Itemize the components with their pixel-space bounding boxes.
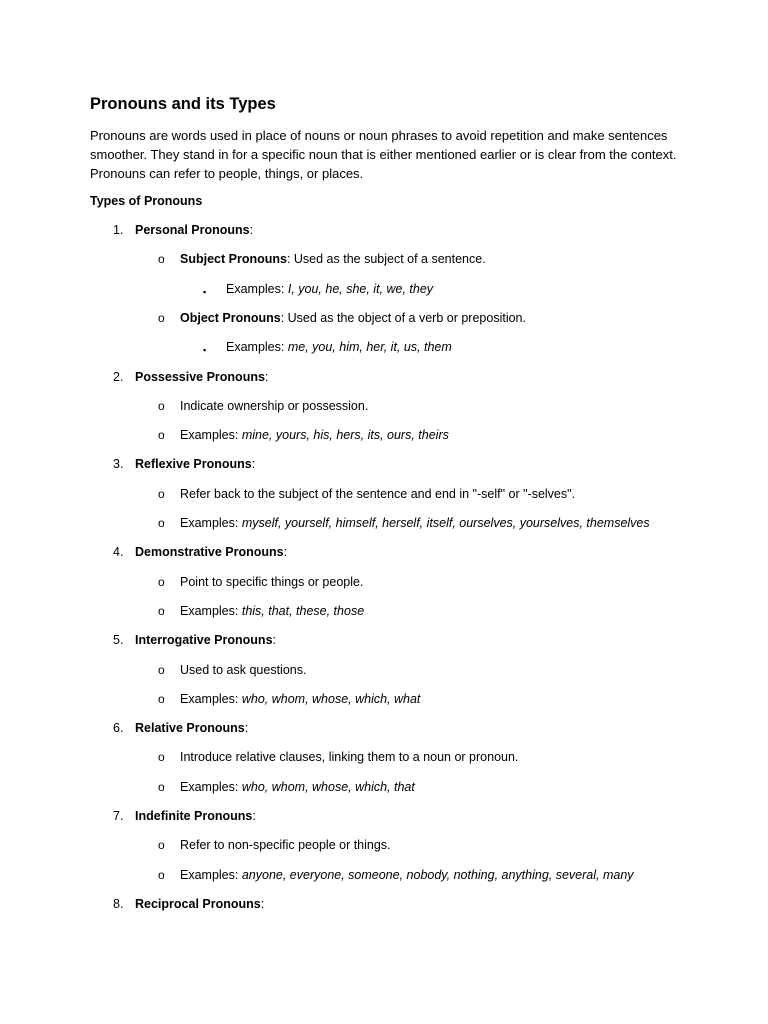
- circle-bullet-icon: o: [158, 428, 165, 443]
- examples-list: me, you, him, her, it, us, them: [287, 340, 452, 355]
- list-number: 2.: [113, 369, 124, 384]
- examples-prefix: Examples:: [180, 428, 242, 443]
- sub-list-text: [180, 251, 486, 268]
- examples-prefix: Examples:: [226, 281, 288, 296]
- list-item-label: Interrogative Pronouns:: [135, 633, 277, 648]
- examples-prefix: Examples:: [180, 516, 242, 530]
- pronoun-type-name: Interrogative Pronouns: [135, 633, 273, 648]
- pronoun-type-name: Indefinite Pronouns: [135, 809, 253, 823]
- examples-prefix: Examples:: [226, 340, 288, 355]
- square-bullet-icon: ▪: [203, 286, 207, 297]
- examples-prefix: Examples:: [180, 779, 242, 794]
- sub-list-text: [180, 662, 306, 679]
- sub-list-text: [180, 691, 420, 708]
- sub-text: : Used as the subject of a sentence.: [286, 252, 486, 267]
- sub-list-text: [180, 574, 363, 591]
- examples-list: mine, yours, his, hers, its, ours, theirs: [241, 428, 449, 443]
- sub-text: Refer back to the subject of the sentence and end in "-self" or "-selves".: [180, 486, 576, 501]
- sub-text: Refer to non-specific people or things.: [180, 838, 391, 853]
- sub-list-text: [180, 867, 634, 884]
- list-item-label: Reflexive Pronouns:: [135, 457, 256, 472]
- list-number: 4.: [113, 545, 124, 560]
- examples-list: myself, yourself, himself, herself, itself, ourselves, yourselves, themselves: [241, 516, 650, 530]
- list-item-label: Reciprocal Pronouns:: [135, 896, 265, 911]
- sub-list-text: [180, 310, 526, 327]
- circle-bullet-icon: o: [158, 750, 165, 765]
- list-number: 7.: [113, 809, 124, 823]
- list-item-label: Indefinite Pronouns:: [135, 809, 256, 823]
- intro-line: Pronouns can refer to people, things, or places.: [90, 166, 364, 181]
- pronoun-type-name: Relative Pronouns: [135, 721, 245, 736]
- list-item-label: Relative Pronouns:: [135, 721, 249, 736]
- sub-list-text: [180, 749, 518, 766]
- sub-type-label: Subject Pronouns: [180, 252, 287, 267]
- list-number: 3.: [113, 457, 124, 472]
- examples-list: who, whom, whose, which, what: [241, 691, 421, 706]
- sub-list-text: [180, 837, 391, 854]
- examples-prefix: Examples:: [180, 691, 242, 706]
- intro-paragraph: [90, 126, 690, 183]
- list-item-label: Possessive Pronouns:: [135, 369, 269, 384]
- list-number: 1.: [113, 223, 124, 237]
- circle-bullet-icon: o: [158, 603, 165, 618]
- pronoun-type-name: Possessive Pronouns: [135, 369, 265, 384]
- sub-list-text: [180, 779, 415, 796]
- intro-line: smoother. They stand in for a specific noun that is either mentioned earlier or is clear from the context.: [90, 147, 677, 162]
- sub-list-text: [180, 515, 650, 532]
- examples-list: I, you, he, she, it, we, they: [287, 281, 434, 296]
- sub-list-text: [180, 486, 575, 503]
- list-number: 8.: [113, 896, 124, 911]
- circle-bullet-icon: o: [158, 310, 165, 325]
- sub-list-text: [180, 398, 368, 415]
- sub-list-text: [180, 427, 449, 444]
- examples-list: this, that, these, those: [241, 603, 365, 618]
- square-bullet-icon: ▪: [203, 345, 207, 356]
- circle-bullet-icon: o: [158, 574, 165, 589]
- types-heading: Types of Pronouns: [90, 194, 203, 208]
- examples-prefix: Examples:: [180, 603, 242, 618]
- sub-list-text: [226, 281, 433, 298]
- sub-list-text: [226, 339, 452, 356]
- sub-list-text: [180, 603, 364, 620]
- circle-bullet-icon: o: [158, 838, 165, 853]
- list-item-label: Personal Pronouns:: [135, 223, 254, 237]
- sub-text: Used to ask questions.: [180, 662, 307, 677]
- circle-bullet-icon: o: [158, 486, 165, 501]
- examples-list: anyone, everyone, someone, nobody, nothing, anything, several, many: [241, 867, 634, 882]
- pronoun-type-name: Personal Pronouns: [135, 223, 250, 237]
- pronoun-type-name: Reciprocal Pronouns: [135, 896, 261, 911]
- circle-bullet-icon: o: [158, 662, 165, 677]
- circle-bullet-icon: o: [158, 867, 165, 882]
- list-item-label: Demonstrative Pronouns:: [135, 545, 288, 560]
- circle-bullet-icon: o: [158, 398, 165, 413]
- circle-bullet-icon: o: [158, 779, 165, 794]
- circle-bullet-icon: o: [158, 252, 165, 267]
- examples-list: who, whom, whose, which, that: [241, 779, 415, 794]
- sub-text: Introduce relative clauses, linking them to a noun or pronoun.: [180, 750, 519, 765]
- pronoun-type-name: Reflexive Pronouns: [135, 457, 252, 472]
- sub-text: Indicate ownership or possession.: [180, 398, 369, 413]
- circle-bullet-icon: o: [158, 516, 165, 530]
- sub-type-label: Object Pronouns: [180, 310, 281, 325]
- circle-bullet-icon: o: [158, 691, 165, 706]
- list-number: 5.: [113, 633, 124, 648]
- document-title: Pronouns and its Types: [90, 95, 276, 113]
- examples-prefix: Examples:: [180, 867, 242, 882]
- pronoun-type-name: Demonstrative Pronouns: [135, 545, 284, 560]
- intro-line: Pronouns are words used in place of nouns or noun phrases to avoid repetition and make sentences: [90, 128, 668, 143]
- sub-text: Point to specific things or people.: [180, 574, 364, 589]
- list-number: 6.: [113, 721, 124, 736]
- sub-text: : Used as the object of a verb or preposition.: [280, 310, 526, 325]
